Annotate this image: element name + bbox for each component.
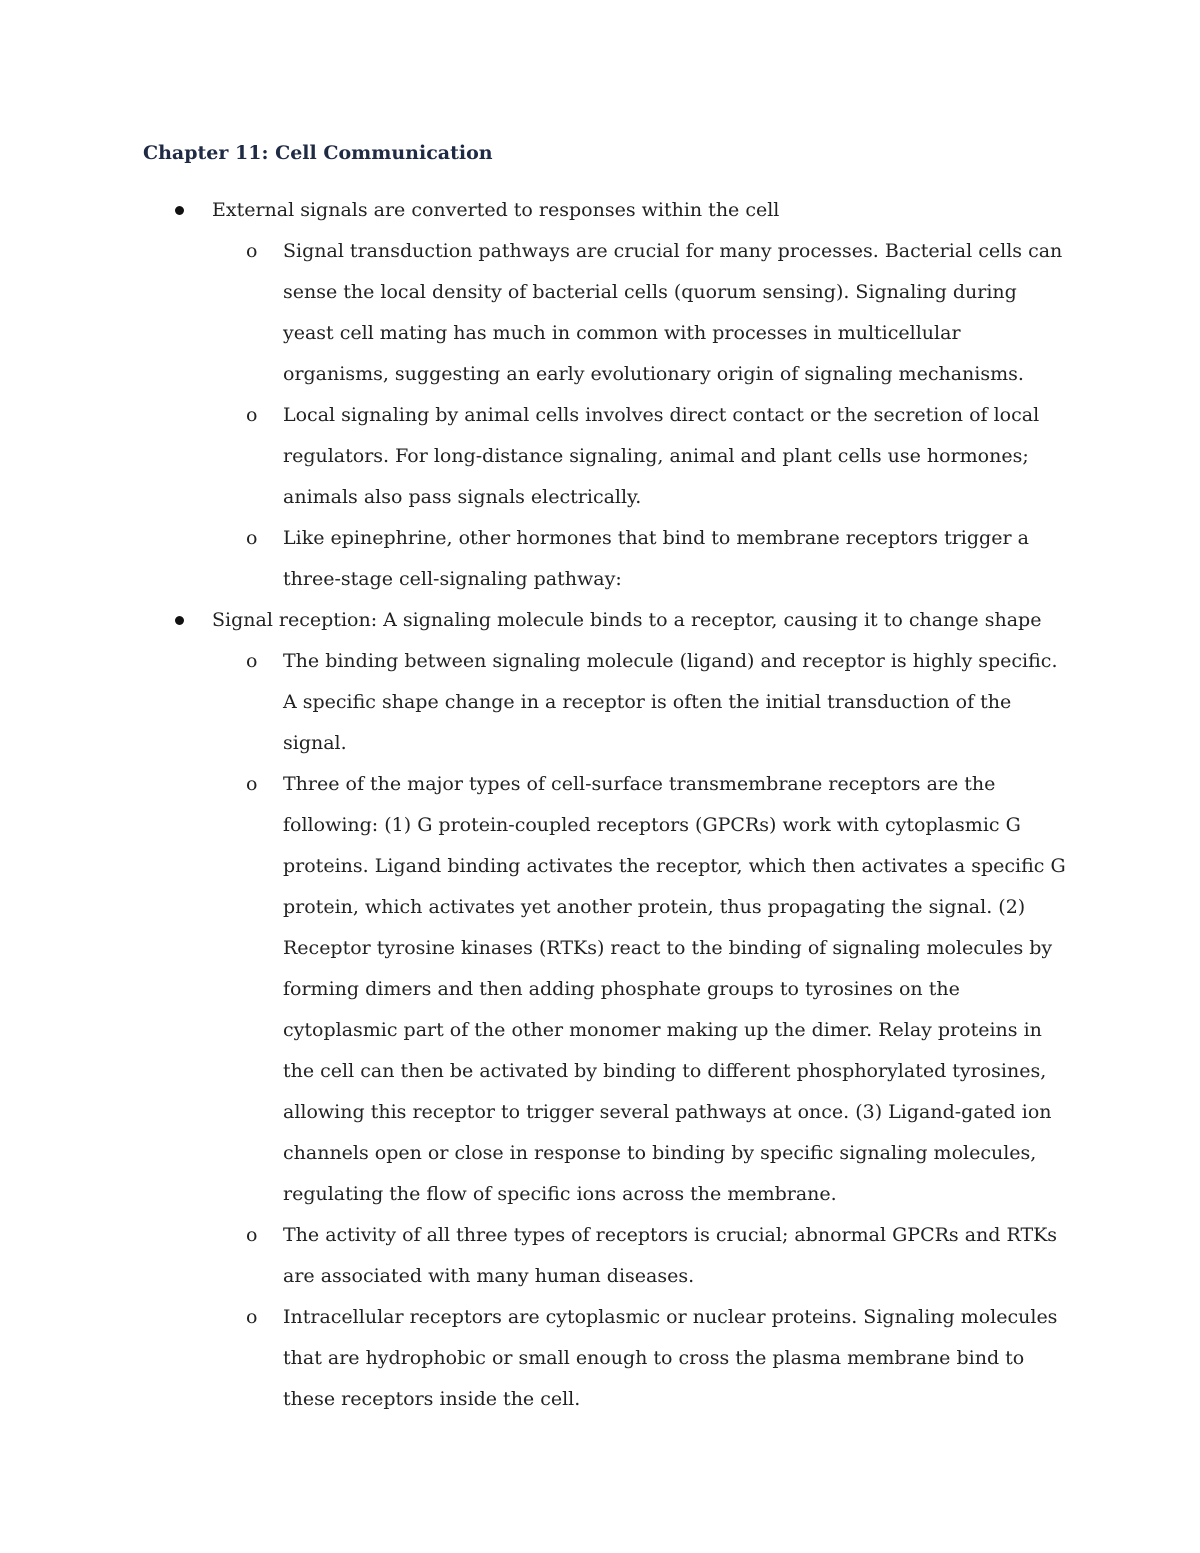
chapter-title: Chapter 11: Cell Communication bbox=[143, 142, 493, 164]
list-item-text: Like epinephrine, other hormones that bind to membrane receptors trigger a three-stage cell-signaling pathway: bbox=[283, 527, 1029, 590]
list-item-level2 bbox=[0, 764, 1068, 1215]
list-item-level2 bbox=[0, 1297, 1068, 1420]
hollow-bullet-icon: o bbox=[246, 1306, 258, 1328]
list-item-level2 bbox=[0, 231, 1068, 395]
hollow-bullet-icon: o bbox=[246, 773, 258, 795]
list-item-text: Signal transduction pathways are crucial for many processes. Bacterial cells can sense the local density of bacterial cells (quorum sensing). Signaling during yeast cell mating has much in common with processes in multicellular organisms, suggesting an early evolutionary origin of signaling mechanisms. bbox=[283, 240, 1063, 385]
list-item-text: The binding between signaling molecule (ligand) and receptor is highly specific. A specific shape change in a receptor is often the initial transduction of the signal. bbox=[283, 650, 1058, 754]
hollow-bullet-icon: o bbox=[246, 404, 258, 426]
list-item-level1 bbox=[0, 190, 1062, 231]
filled-bullet-icon bbox=[175, 206, 184, 215]
filled-bullet-icon bbox=[175, 616, 184, 625]
list-item-level2 bbox=[0, 641, 1068, 764]
outline-list bbox=[0, 190, 1200, 1420]
list-item-text: External signals are converted to responses within the cell bbox=[212, 199, 780, 221]
list-item-text: Local signaling by animal cells involves direct contact or the secretion of local regulators. For long-distance signaling, animal and plant cells use hormones; animals also pass signals electrically. bbox=[283, 404, 1040, 508]
list-item-text: The activity of all three types of receptors is crucial; abnormal GPCRs and RTKs are associated with many human diseases. bbox=[283, 1224, 1058, 1287]
hollow-bullet-icon: o bbox=[246, 650, 258, 672]
list-item-level2 bbox=[0, 395, 1068, 518]
list-item-text: Signal reception: A signaling molecule binds to a receptor, causing it to change shape bbox=[212, 609, 1042, 631]
list-item-level2 bbox=[0, 1215, 1068, 1297]
list-item-text: Intracellular receptors are cytoplasmic or nuclear proteins. Signaling molecules that are hydrophobic or small enough to cross the plasma membrane bind to these receptors inside the cell. bbox=[283, 1306, 1058, 1410]
list-item-text: Three of the major types of cell-surface transmembrane receptors are the following: (1) G protein-coupled receptors (GPCRs) work with cytoplasmic G proteins. Ligand binding activates the receptor, which then activates a specific G protein, which activates yet another protein, thus propagating the signal. (2) Receptor tyrosine kinases (RTKs) react to the binding of signaling molecules by forming dimers and then adding phosphate groups to tyrosines on the cytoplasmic part of the other monomer making up the dimer. Relay proteins in the cell can then be activated by binding to different phosphorylated tyrosines, allowing this receptor to trigger several pathways at once. (3) Ligand-gated ion channels open or close in response to binding by specific signaling molecules, regulating the flow of specific ions across the membrane. bbox=[283, 773, 1066, 1205]
hollow-bullet-icon: o bbox=[246, 240, 258, 262]
list-item-level2 bbox=[0, 518, 1068, 600]
hollow-bullet-icon: o bbox=[246, 1224, 258, 1246]
hollow-bullet-icon: o bbox=[246, 527, 258, 549]
list-item-level1 bbox=[0, 600, 1062, 641]
